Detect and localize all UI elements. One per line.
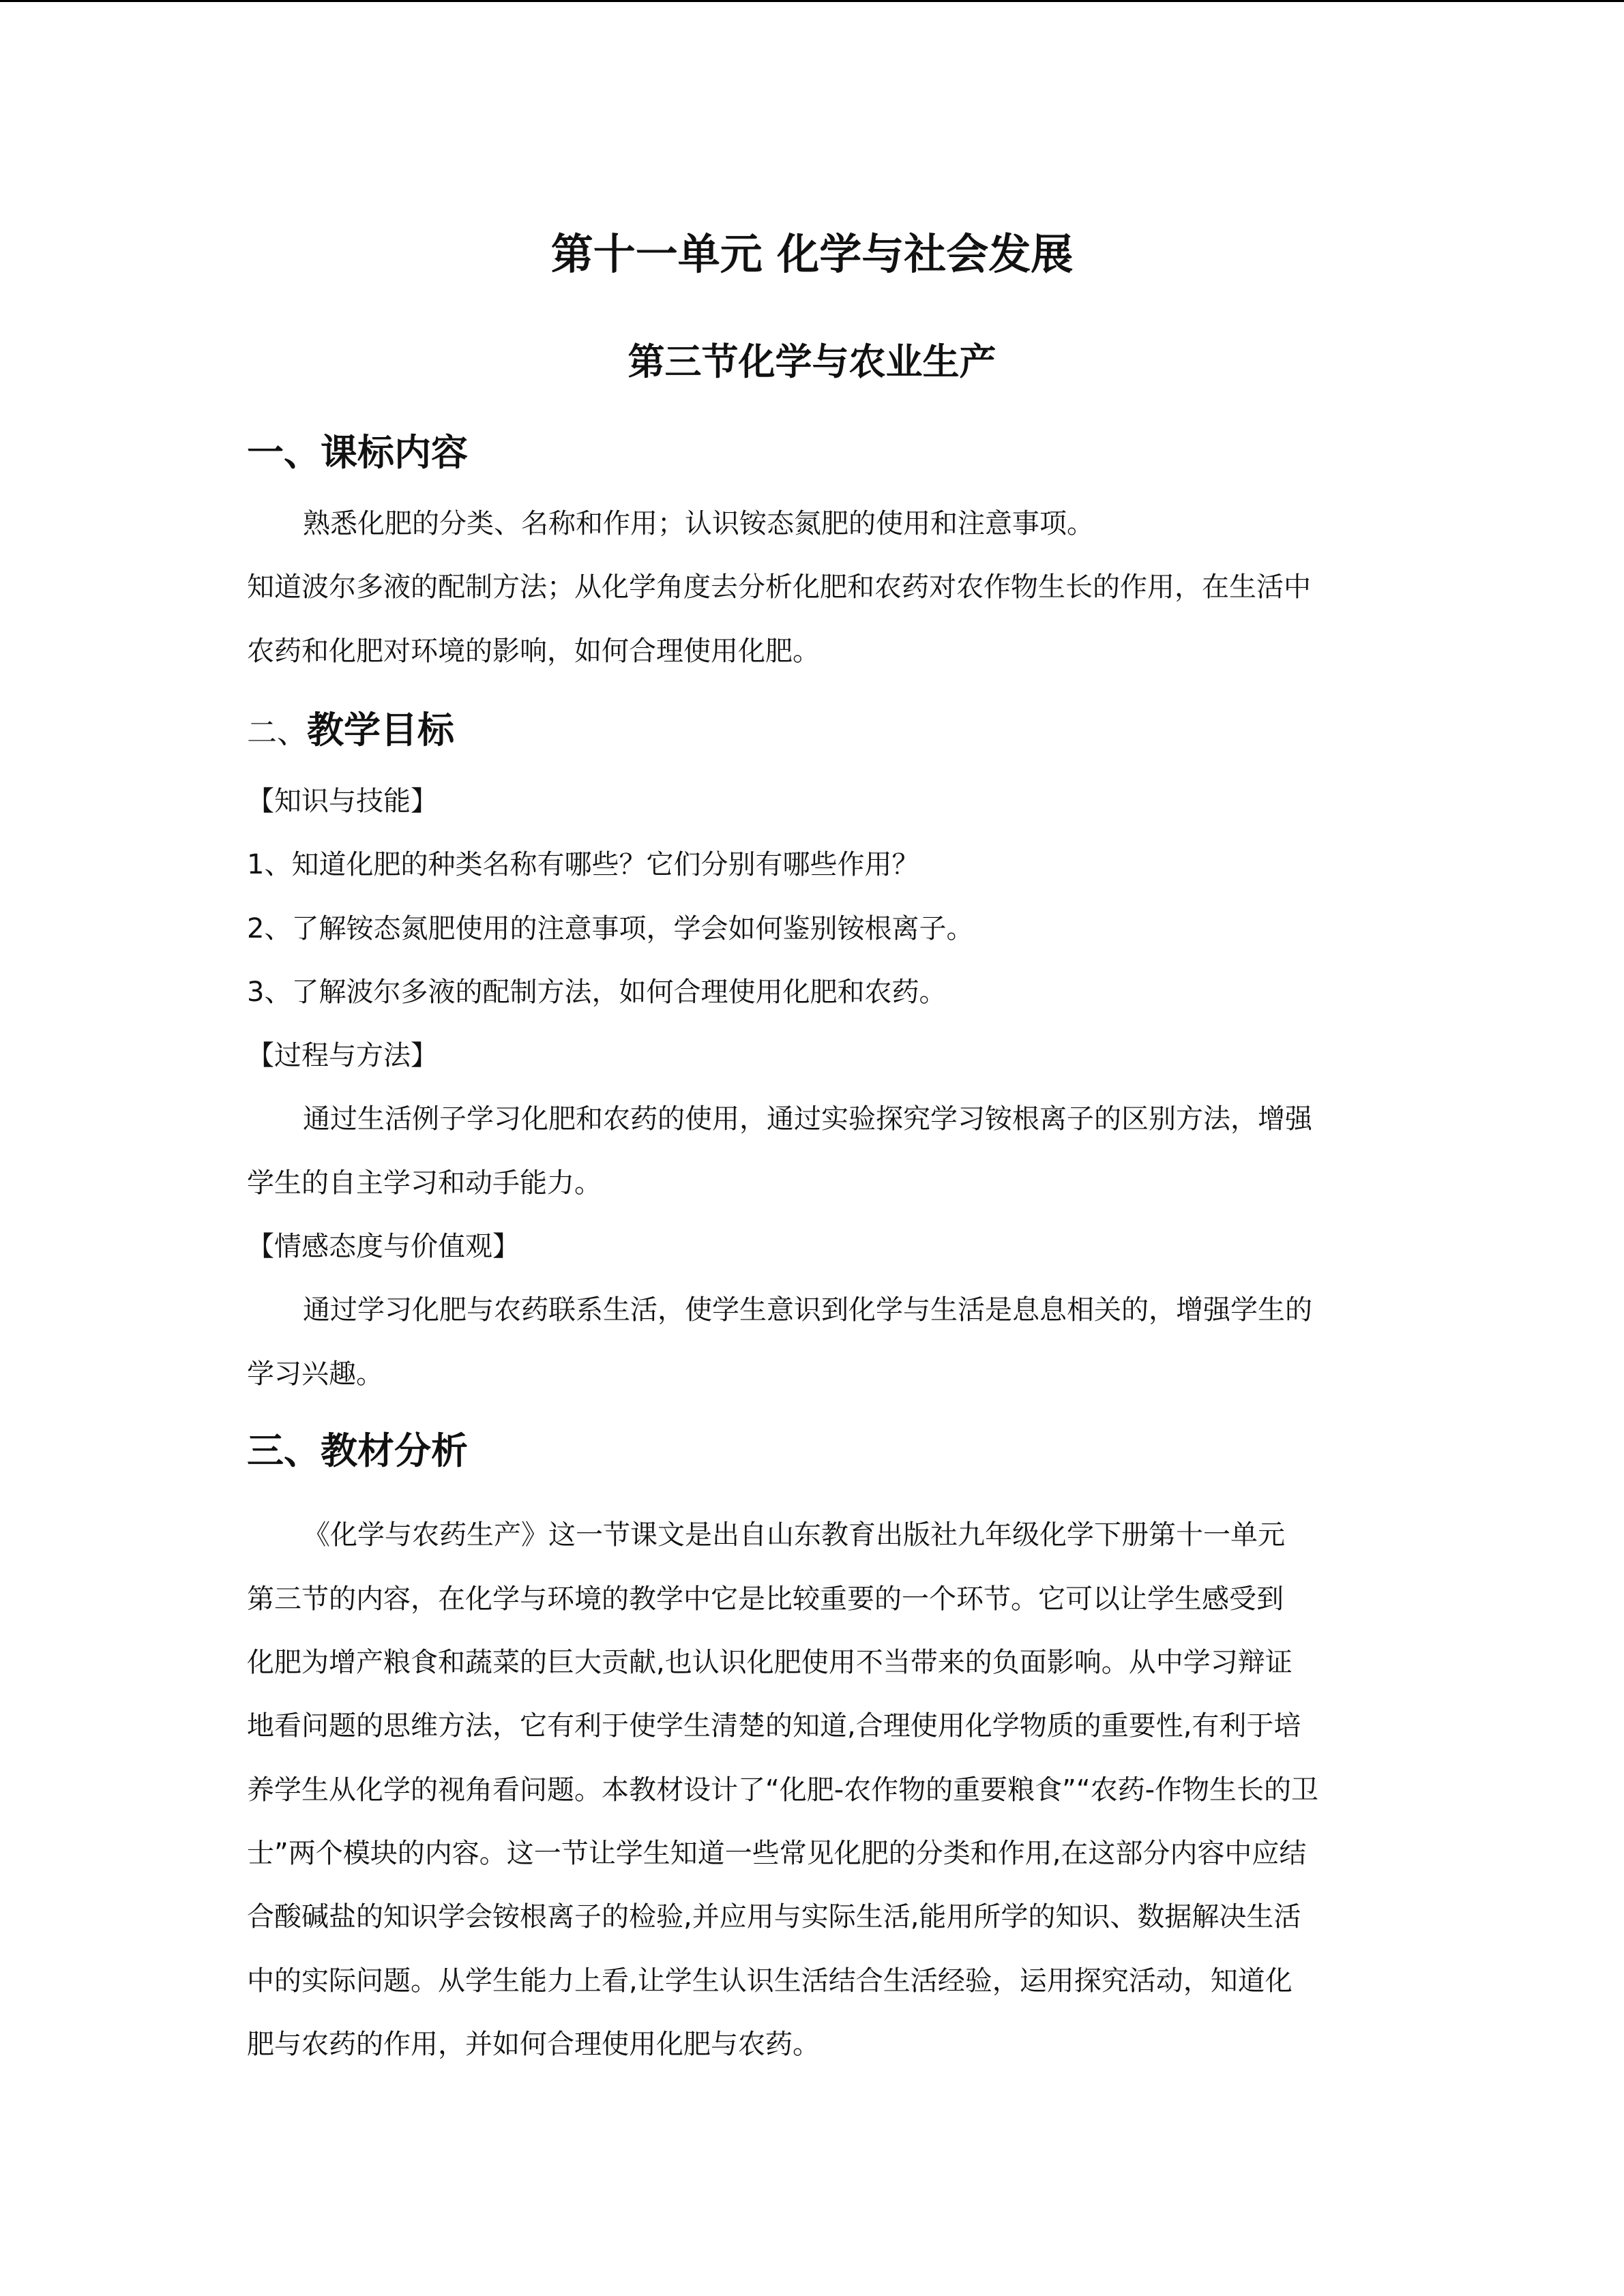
section3-line-7: 合酸碱盐的知识学会铵根离子的检验,并应用与实际生活,能用所学的知识、数据解决生活 — [247, 1901, 1301, 1933]
knowledge-item-3: 3、了解波尔多液的配制方法，如何合理使用化肥和农药。 — [247, 976, 947, 1008]
process-line-1: 通过生活例子学习化肥和农药的使用，通过实验探究学习铵根离子的区别方法，增强 — [303, 1103, 1312, 1135]
knowledge-item-2: 2、了解铵态氮肥使用的注意事项，学会如何鉴别铵根离子。 — [247, 913, 974, 944]
section3-heading: 三、教材分析 — [247, 1429, 468, 1472]
knowledge-item-1: 1、知道化肥的种类名称有哪些？它们分别有哪些作用？ — [247, 849, 919, 880]
section1-heading: 一、课标内容 — [247, 431, 468, 474]
section2-heading-text: 教学目标 — [307, 709, 454, 751]
section2-heading-prefix: 二、 — [247, 715, 307, 750]
section3-line-9: 肥与农药的作用，并如何合理使用化肥与农药。 — [247, 2029, 820, 2060]
section1-line-1: 熟悉化肥的分类、名称和作用；认识铵态氮肥的使用和注意事项。 — [303, 508, 1094, 539]
emotion-line-2: 学习兴趣。 — [247, 1358, 383, 1390]
document-subtitle: 第三节化学与农业生产 — [628, 340, 996, 383]
section3-line-5: 养学生从化学的视角看问题。本教材设计了“化肥-农作物的重要粮食”“农药-作物生长的卫 — [247, 1774, 1319, 1806]
section3-line-2: 第三节的内容，在化学与环境的教学中它是比较重要的一个环节。它可以让学生感受到 — [247, 1583, 1284, 1615]
section3-line-3: 化肥为增产粮食和蔬菜的巨大贡献,也认识化肥使用不当带来的负面影响。从中学习辩证 — [247, 1647, 1293, 1678]
emotion-values-label: 【情感态度与价值观】 — [247, 1231, 520, 1262]
emotion-line-1: 通过学习化肥与农药联系生活，使学生意识到化学与生活是息息相关的，增强学生的 — [303, 1294, 1312, 1326]
section2-heading — [247, 701, 454, 754]
section1-line-2: 知道波尔多液的配制方法；从化学角度去分析化肥和农药对农作物生长的作用，在生活中 — [247, 571, 1311, 603]
process-line-2: 学生的自主学习和动手能力。 — [247, 1167, 602, 1199]
knowledge-skills-label: 【知识与技能】 — [247, 786, 438, 817]
document-title: 第十一单元 化学与社会发展 — [550, 229, 1074, 279]
section3-line-4: 地看问题的思维方法，它有利于使学生清楚的知道,合理使用化学物质的重要性,有利于培 — [247, 1710, 1301, 1742]
section3-line-6: 士”两个模块的内容。这一节让学生知道一些常见化肥的分类和作用,在这部分内容中应结 — [247, 1838, 1307, 1869]
section3-line-1: 《化学与农药生产》这一节课文是出自山东教育出版社九年级化学下册第十一单元 — [303, 1519, 1285, 1551]
section3-line-8: 中的实际问题。从学生能力上看,让学生认识生活结合生活经验，运用探究活动，知道化 — [247, 1965, 1293, 1997]
section1-line-3: 农药和化肥对环境的影响，如何合理使用化肥。 — [247, 636, 820, 667]
process-methods-label: 【过程与方法】 — [247, 1040, 438, 1071]
